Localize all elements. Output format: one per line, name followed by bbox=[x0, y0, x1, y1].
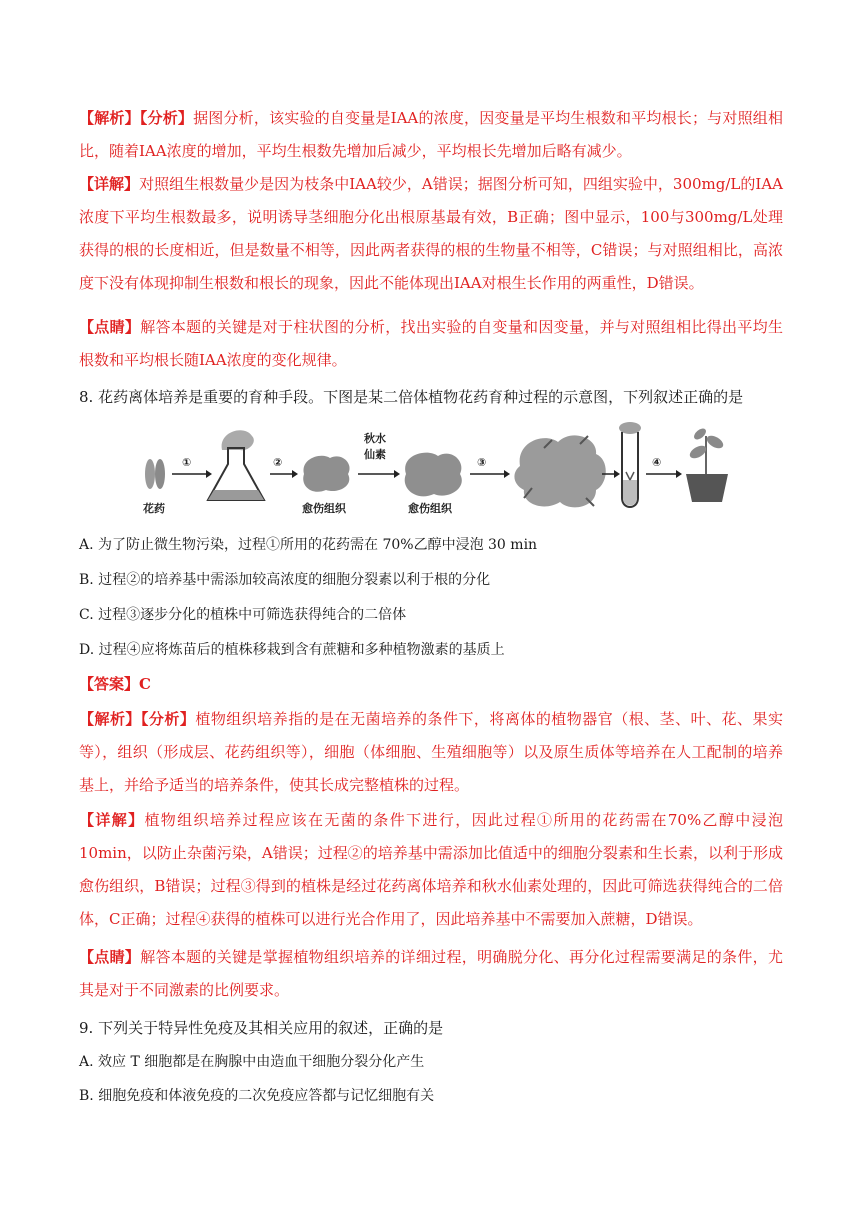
detail-text: 对照组生根数量少是因为枝条中IAA较少，A错误；据图分析可知，四组实验中，300mg/L的IAA浓度下平均生根数最多，说明诱导茎细胞分化出根原基最有效，B正确；图中显示，100与300mg/L处理获得的根的长度相近，但是数量不相等，因此两者获得的根的生物量不相等，C错误；与对照组相比，高浓度下没有体现抑制生根数和根长的现象，因此不能体现出IAA对根生长作用的两重性，D错误。 bbox=[79, 175, 783, 292]
analysis-subtag-2: 【分析】 bbox=[140, 710, 196, 728]
question-8-stem: 8. 花药离体培养是重要的育种手段。下图是某二倍体植物花药育种过程的示意图，下列叙述正确的是 bbox=[79, 388, 744, 406]
label-callus-2: 愈伤组织 bbox=[408, 502, 452, 515]
key-point-tag-2: 【点睛】 bbox=[79, 948, 141, 966]
callus-icon-2 bbox=[405, 453, 462, 497]
key-point-tag: 【点睛】 bbox=[79, 318, 141, 336]
anther-icon bbox=[145, 459, 165, 489]
detail-paragraph-2 bbox=[79, 804, 783, 936]
analysis-text-2: 植物组织培养指的是在无菌培养的条件下，将离体的植物器官（根、茎、叶、花、果实等），组织（形成层、花药组织等），细胞（体细胞、生殖细胞等）以及原生质体等培养在人工配制的培养基上，并给予适当的培养条件，使其长成完整植株的过程。 bbox=[79, 710, 783, 794]
arrow-step-3 bbox=[470, 470, 510, 478]
answer-value: C bbox=[139, 675, 151, 693]
analysis-tag: 【解析】 bbox=[79, 109, 140, 127]
test-tube-icon bbox=[619, 422, 641, 507]
plantlet-mass-icon bbox=[514, 435, 605, 507]
label-callus-1: 愈伤组织 bbox=[302, 502, 346, 515]
step-1-label: ① bbox=[182, 456, 192, 469]
callus-icon-1 bbox=[303, 456, 349, 492]
analysis-subtag: 【分析】 bbox=[139, 109, 194, 127]
question-9-stem: 9. 下列关于特异性免疫及其相关应用的叙述，正确的是 bbox=[79, 1019, 444, 1037]
question-9-option-b: B. 细胞免疫和体液免疫的二次免疫应答都与记忆细胞有关 bbox=[79, 1088, 435, 1104]
detail-text-2: 植物组织培养过程应该在无菌的条件下进行，因此过程①所用的花药需在70%乙醇中浸泡10min，以防止杂菌污染，A错误；过程②的培养基中需添加比值适中的细胞分裂素和生长素，以利于形成愈伤组织，B错误；过程③得到的植株是经过花药离体培养和秋水仙素处理的，因此可筛选获得纯合的二倍体，C正确；过程④获得的植株可以进行光合作用了，因此培养基中不需要加入蔗糖，D错误。 bbox=[79, 811, 783, 928]
detail-paragraph-1 bbox=[79, 168, 783, 300]
label-anther: 花药 bbox=[143, 502, 165, 515]
anther-culture-diagram bbox=[140, 418, 740, 518]
step-2-label: ② bbox=[273, 456, 283, 469]
key-point-text-2: 解答本题的关键是掌握植物组织培养的详细过程，明确脱分化、再分化过程需要满足的条件，尤其是对于不同激素的比例要求。 bbox=[79, 948, 783, 999]
arrow-step-1 bbox=[172, 470, 212, 478]
key-point-paragraph-2 bbox=[79, 941, 783, 1007]
answer-tag: 【答案】 bbox=[79, 675, 140, 693]
potted-plant-icon bbox=[686, 426, 728, 502]
key-point-text: 解答本题的关键是对于柱状图的分析，找出实验的自变量和因变量，并与对照组相比得出平均生根数和平均根长随IAA浓度的变化规律。 bbox=[79, 318, 783, 369]
detail-tag: 【详解】 bbox=[79, 175, 140, 193]
arrow-colchicine bbox=[358, 470, 400, 478]
arrow-step-4 bbox=[646, 470, 682, 478]
step-4-label: ④ bbox=[652, 456, 662, 469]
answer-line bbox=[79, 668, 151, 701]
question-9-option-a: A. 效应 T 细胞都是在胸腺中由造血干细胞分裂分化产生 bbox=[79, 1054, 425, 1070]
analysis-paragraph-1 bbox=[79, 102, 783, 168]
label-colchicine-line-1: 秋水 bbox=[364, 432, 386, 445]
flask-icon bbox=[208, 430, 264, 500]
question-8-option-d: D. 过程④应将炼苗后的植株移栽到含有蔗糖和多种植物激素的基质上 bbox=[79, 642, 505, 658]
analysis-tag-2: 【解析】 bbox=[79, 710, 141, 728]
step-3-label: ③ bbox=[477, 456, 487, 469]
arrow-step-2 bbox=[270, 470, 298, 478]
detail-tag-2: 【详解】 bbox=[79, 811, 145, 829]
label-colchicine-line-2: 仙素 bbox=[364, 448, 386, 461]
question-8-option-a: A. 为了防止微生物污染，过程①所用的花药需在 70%乙醇中浸泡 30 min bbox=[79, 537, 538, 553]
analysis-paragraph-2 bbox=[79, 703, 783, 802]
key-point-paragraph-1 bbox=[79, 311, 783, 377]
question-8-option-c: C. 过程③逐步分化的植株中可筛选获得纯合的二倍体 bbox=[79, 607, 407, 623]
question-8-option-b: B. 过程②的培养基中需添加较高浓度的细胞分裂素以利于根的分化 bbox=[79, 572, 491, 588]
analysis-text: 据图分析，该实验的自变量是IAA的浓度，因变量是平均生根数和平均根长；与对照组相比，随着IAA浓度的增加，平均生根数先增加后减少，平均根长先增加后略有减少。 bbox=[79, 109, 783, 160]
